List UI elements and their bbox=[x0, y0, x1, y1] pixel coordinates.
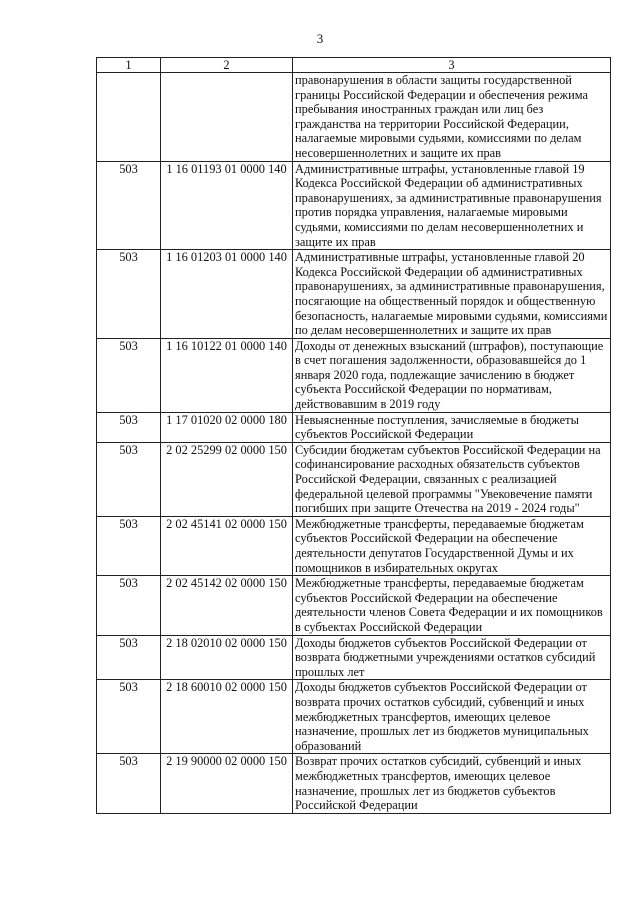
revenue-name-cell: Межбюджетные трансферты, передаваемые бюджетам субъектов Российской Федерации на обеспечение деятельности депутатов Государственной Думы и их помощников в избирательных округах bbox=[293, 516, 611, 575]
revenue-code-cell: 2 18 02010 02 0000 150 bbox=[161, 635, 293, 680]
revenue-code-cell: 2 19 90000 02 0000 150 bbox=[161, 754, 293, 813]
table-row bbox=[97, 161, 611, 250]
revenue-code-cell: 1 16 01203 01 0000 140 bbox=[161, 250, 293, 339]
admin-code-cell: 503 bbox=[97, 516, 161, 575]
admin-code-cell: 503 bbox=[97, 442, 161, 516]
table-row bbox=[97, 412, 611, 442]
revenue-name-cell: Межбюджетные трансферты, передаваемые бюджетам субъектов Российской Федерации на обеспечение деятельности членов Совета Федерации и их помощников в субъектах Российской Федерации bbox=[293, 576, 611, 635]
revenue-code-cell: 1 17 01020 02 0000 180 bbox=[161, 412, 293, 442]
table-row bbox=[97, 338, 611, 412]
admin-code-cell: 503 bbox=[97, 576, 161, 635]
admin-code-cell: 503 bbox=[97, 754, 161, 813]
table-row bbox=[97, 250, 611, 339]
revenue-name-cell: Невыясненные поступления, зачисляемые в бюджеты субъектов Российской Федерации bbox=[293, 412, 611, 442]
revenue-code-cell: 2 02 45142 02 0000 150 bbox=[161, 576, 293, 635]
revenue-codes-table bbox=[96, 57, 611, 814]
column-header-3: 3 bbox=[293, 58, 611, 73]
revenue-code-cell: 2 18 60010 02 0000 150 bbox=[161, 680, 293, 754]
admin-code-cell: 503 bbox=[97, 680, 161, 754]
table-row bbox=[97, 516, 611, 575]
table-row bbox=[97, 73, 611, 162]
revenue-code-cell: 1 16 01193 01 0000 140 bbox=[161, 161, 293, 250]
admin-code-cell: 503 bbox=[97, 635, 161, 680]
revenue-name-cell: правонарушения в области защиты государственной границы Российской Федерации и обеспечения режима пребывания иностранных граждан или лиц без гражданства на территории Российской Федерации, налагаемые мировыми судьями, комиссиями по делам несовершеннолетних и защите их прав bbox=[293, 73, 611, 162]
revenue-code-cell: 2 02 25299 02 0000 150 bbox=[161, 442, 293, 516]
revenue-name-cell: Доходы от денежных взысканий (штрафов), поступающие в счет погашения задолженности, образовавшейся до 1 января 2020 года, подлежащие зачислению в бюджет субъекта Российской Федерации по нормативам, действовавшим в 2019 году bbox=[293, 338, 611, 412]
table-row bbox=[97, 680, 611, 754]
column-header-1: 1 bbox=[97, 58, 161, 73]
table-row bbox=[97, 635, 611, 680]
admin-code-cell: 503 bbox=[97, 161, 161, 250]
revenue-name-cell: Доходы бюджетов субъектов Российской Федерации от возврата бюджетными учреждениями остатков субсидий прошлых лет bbox=[293, 635, 611, 680]
revenue-name-cell: Административные штрафы, установленные главой 20 Кодекса Российской Федерации об административных правонарушениях, за административные правонарушения, посягающие на общественный порядок и общественную безопасность, налагаемые мировыми судьями, комиссиями по делам несовершеннолетних и защите их прав bbox=[293, 250, 611, 339]
revenue-name-cell: Субсидии бюджетам субъектов Российской Федерации на софинансирование расходных обязательств субъектов Российской Федерации, связанных с реализацией федеральной целевой программы "Увековечение памяти погибших при защите Отечества на 2019 - 2024 годы" bbox=[293, 442, 611, 516]
admin-code-cell: 503 bbox=[97, 250, 161, 339]
column-header-2: 2 bbox=[161, 58, 293, 73]
admin-code-cell: 503 bbox=[97, 412, 161, 442]
revenue-name-cell: Административные штрафы, установленные главой 19 Кодекса Российской Федерации об административных правонарушениях, за административные правонарушения против порядка управления, налагаемые мировыми судьями, комиссиями по делам несовершеннолетних и защите их прав bbox=[293, 161, 611, 250]
admin-code-cell: 503 bbox=[97, 338, 161, 412]
admin-code-cell bbox=[97, 73, 161, 162]
table-row bbox=[97, 576, 611, 635]
revenue-code-cell bbox=[161, 73, 293, 162]
table-row bbox=[97, 754, 611, 813]
revenue-name-cell: Возврат прочих остатков субсидий, субвенций и иных межбюджетных трансфертов, имеющих целевое назначение, прошлых лет из бюджетов субъектов Российской Федерации bbox=[293, 754, 611, 813]
header-row bbox=[97, 58, 611, 73]
page-number: 3 bbox=[316, 31, 324, 46]
revenue-code-cell: 2 02 45141 02 0000 150 bbox=[161, 516, 293, 575]
revenue-name-cell: Доходы бюджетов субъектов Российской Федерации от возврата прочих остатков субсидий, субвенций и иных межбюджетных трансфертов, имеющих целевое назначение, прошлых лет из бюджетов муниципальных образований bbox=[293, 680, 611, 754]
revenue-code-cell: 1 16 10122 01 0000 140 bbox=[161, 338, 293, 412]
table-row bbox=[97, 442, 611, 516]
